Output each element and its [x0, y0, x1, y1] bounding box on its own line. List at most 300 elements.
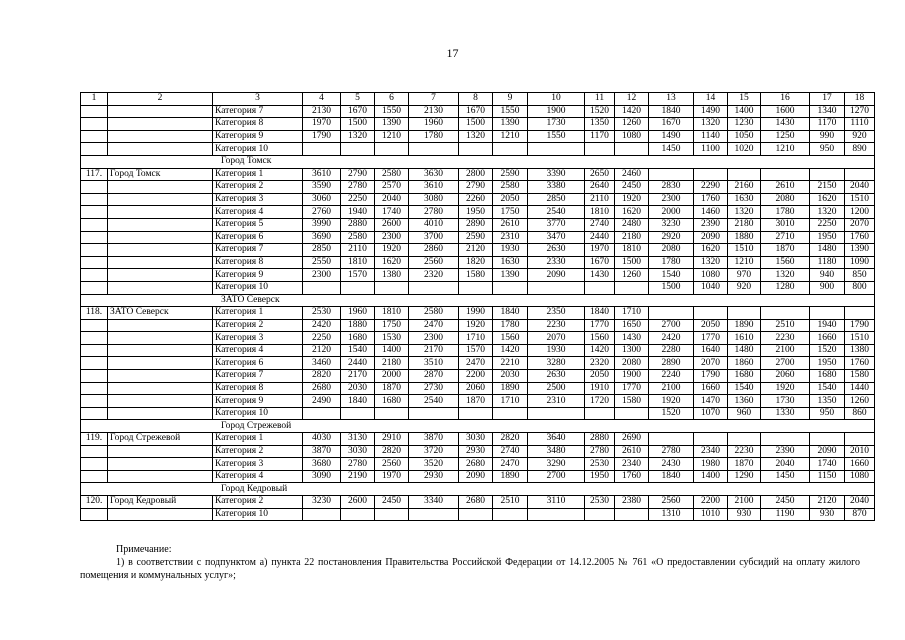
value-cell: 1620: [375, 256, 409, 269]
value-cell: 3700: [409, 231, 459, 244]
value-cell: 1210: [728, 256, 761, 269]
value-cell: [528, 143, 585, 156]
value-cell: 2560: [409, 256, 459, 269]
value-cell: 1790: [694, 370, 728, 383]
value-cell: [409, 143, 459, 156]
value-cell: 940: [810, 269, 845, 282]
value-cell: 2100: [761, 344, 810, 357]
value-cell: 2800: [459, 168, 493, 181]
value-cell: 2340: [615, 458, 649, 471]
table-row: [81, 344, 875, 357]
value-cell: 1840: [649, 470, 694, 483]
value-cell: 2680: [303, 382, 341, 395]
value-cell: 930: [810, 508, 845, 521]
value-cell: [649, 307, 694, 320]
row-number: [81, 231, 108, 244]
table-body: [81, 93, 875, 521]
value-cell: 3130: [341, 433, 375, 446]
table-row: [81, 143, 875, 156]
subsidy-standards-table: [80, 92, 875, 521]
value-cell: [810, 168, 845, 181]
value-cell: 1990: [459, 307, 493, 320]
value-cell: 1760: [845, 231, 875, 244]
category-label: Категория 4: [213, 344, 303, 357]
value-cell: [585, 281, 615, 294]
value-cell: 1730: [528, 118, 585, 131]
value-cell: 1540: [649, 269, 694, 282]
value-cell: [615, 407, 649, 420]
value-cell: [528, 407, 585, 420]
settlement-name: [108, 193, 213, 206]
value-cell: 1920: [761, 382, 810, 395]
value-cell: 4030: [303, 433, 341, 446]
category-label: Категория 9: [213, 395, 303, 408]
value-cell: 2590: [493, 168, 528, 181]
value-cell: 1940: [810, 319, 845, 332]
value-cell: 1670: [649, 118, 694, 131]
settlement-name: [108, 344, 213, 357]
value-cell: [528, 508, 585, 521]
value-cell: 2320: [409, 269, 459, 282]
value-cell: 2250: [303, 332, 341, 345]
settlement-name: [108, 370, 213, 383]
value-cell: 2500: [528, 382, 585, 395]
value-cell: 1630: [728, 193, 761, 206]
value-cell: 3060: [303, 193, 341, 206]
table-row: [81, 496, 875, 509]
table-row: [81, 445, 875, 458]
column-number: 6: [375, 93, 409, 106]
value-cell: 2730: [409, 382, 459, 395]
value-cell: 2930: [409, 470, 459, 483]
value-cell: 1790: [845, 319, 875, 332]
value-cell: 2060: [459, 382, 493, 395]
value-cell: 1780: [409, 130, 459, 143]
value-cell: 1270: [845, 105, 875, 118]
value-cell: 1110: [845, 118, 875, 131]
value-cell: 1970: [375, 470, 409, 483]
value-cell: 2110: [341, 244, 375, 257]
value-cell: 1570: [341, 269, 375, 282]
value-cell: 960: [728, 407, 761, 420]
row-number: [81, 407, 108, 420]
value-cell: 3340: [409, 496, 459, 509]
value-cell: 1310: [649, 508, 694, 521]
value-cell: 3870: [303, 445, 341, 458]
category-label: Категория 2: [213, 181, 303, 194]
settlement-name: [108, 470, 213, 483]
value-cell: 2880: [341, 218, 375, 231]
value-cell: 1680: [341, 332, 375, 345]
value-cell: 2300: [409, 332, 459, 345]
value-cell: 930: [728, 508, 761, 521]
value-cell: [728, 433, 761, 446]
value-cell: 2690: [615, 433, 649, 446]
value-cell: 1740: [810, 458, 845, 471]
value-cell: [649, 168, 694, 181]
value-cell: 2470: [493, 458, 528, 471]
value-cell: 2130: [409, 105, 459, 118]
table-row: [81, 206, 875, 219]
value-cell: [761, 307, 810, 320]
value-cell: 2390: [694, 218, 728, 231]
value-cell: 1360: [728, 395, 761, 408]
value-cell: 990: [810, 130, 845, 143]
row-number: 120.: [81, 496, 108, 509]
value-cell: [728, 307, 761, 320]
value-cell: 2070: [845, 218, 875, 231]
table-row: [81, 218, 875, 231]
value-cell: [303, 407, 341, 420]
value-cell: 1580: [615, 395, 649, 408]
value-cell: 1340: [810, 105, 845, 118]
value-cell: 850: [845, 269, 875, 282]
value-cell: 2050: [585, 370, 615, 383]
value-cell: 2040: [761, 458, 810, 471]
value-cell: 2420: [303, 319, 341, 332]
value-cell: 1950: [810, 357, 845, 370]
value-cell: 2080: [649, 244, 694, 257]
settlement-name: [108, 105, 213, 118]
value-cell: 2300: [303, 269, 341, 282]
value-cell: 3090: [303, 470, 341, 483]
value-cell: 1670: [459, 105, 493, 118]
value-cell: 1560: [493, 332, 528, 345]
value-cell: 2470: [409, 319, 459, 332]
value-cell: 2580: [409, 307, 459, 320]
value-cell: 2000: [375, 370, 409, 383]
section-title: Город Стрежевой: [81, 420, 875, 433]
value-cell: 1870: [728, 458, 761, 471]
settlement-name: [108, 445, 213, 458]
value-cell: 1870: [375, 382, 409, 395]
value-cell: 2650: [585, 168, 615, 181]
value-cell: 1420: [585, 344, 615, 357]
value-cell: 1080: [615, 130, 649, 143]
value-cell: 1390: [845, 244, 875, 257]
value-cell: 900: [810, 281, 845, 294]
value-cell: 1810: [585, 206, 615, 219]
column-number: 4: [303, 93, 341, 106]
value-cell: 2010: [845, 445, 875, 458]
page-number: 17: [446, 46, 459, 60]
value-cell: 1430: [585, 269, 615, 282]
value-cell: 2040: [375, 193, 409, 206]
table-row: [81, 370, 875, 383]
value-cell: 1810: [615, 244, 649, 257]
value-cell: [615, 508, 649, 521]
row-number: [81, 118, 108, 131]
value-cell: 2320: [585, 357, 615, 370]
table-row: [81, 168, 875, 181]
row-number: [81, 143, 108, 156]
value-cell: 2420: [649, 332, 694, 345]
value-cell: [761, 433, 810, 446]
value-cell: 2530: [585, 458, 615, 471]
value-cell: 1980: [694, 458, 728, 471]
value-cell: 2740: [585, 218, 615, 231]
value-cell: 1660: [845, 458, 875, 471]
value-cell: 2860: [409, 244, 459, 257]
category-label: Категория 10: [213, 281, 303, 294]
value-cell: 1710: [615, 307, 649, 320]
value-cell: 1050: [728, 130, 761, 143]
value-cell: 2700: [649, 319, 694, 332]
value-cell: 3380: [528, 181, 585, 194]
settlement-name: [108, 218, 213, 231]
section-header-row: [81, 420, 875, 433]
value-cell: 1770: [615, 382, 649, 395]
value-cell: [728, 168, 761, 181]
value-cell: 1290: [728, 470, 761, 483]
table-row: [81, 382, 875, 395]
value-cell: [303, 281, 341, 294]
table-row: [81, 193, 875, 206]
value-cell: 950: [810, 407, 845, 420]
value-cell: [649, 433, 694, 446]
value-cell: 3480: [528, 445, 585, 458]
value-cell: 2510: [761, 319, 810, 332]
value-cell: 2820: [375, 445, 409, 458]
value-cell: 1680: [728, 370, 761, 383]
settlement-name: [108, 395, 213, 408]
value-cell: 2090: [810, 445, 845, 458]
value-cell: 1950: [459, 206, 493, 219]
section-title: ЗАТО Северск: [81, 294, 875, 307]
value-cell: 2480: [615, 218, 649, 231]
value-cell: 2250: [810, 218, 845, 231]
value-cell: 1420: [493, 344, 528, 357]
table-row: [81, 281, 875, 294]
column-number: 13: [649, 93, 694, 106]
value-cell: 2350: [528, 307, 585, 320]
value-cell: 1440: [845, 382, 875, 395]
value-cell: [845, 307, 875, 320]
table-row: [81, 395, 875, 408]
value-cell: 1940: [341, 206, 375, 219]
section-title: Город Кедровый: [81, 483, 875, 496]
value-cell: 1930: [493, 244, 528, 257]
value-cell: [493, 407, 528, 420]
value-cell: [375, 143, 409, 156]
settlement-name: [108, 458, 213, 471]
value-cell: 1880: [341, 319, 375, 332]
value-cell: 3590: [303, 181, 341, 194]
section-title: Город Томск: [81, 155, 875, 168]
value-cell: 2630: [528, 370, 585, 383]
table-row: [81, 231, 875, 244]
value-cell: 1920: [615, 193, 649, 206]
value-cell: 870: [845, 508, 875, 521]
value-cell: [528, 281, 585, 294]
table-row: [81, 332, 875, 345]
value-cell: 1020: [728, 143, 761, 156]
settlement-name: Город Кедровый: [108, 496, 213, 509]
value-cell: 3470: [528, 231, 585, 244]
value-cell: 2230: [761, 332, 810, 345]
note-title: Примечание:: [116, 544, 172, 555]
settlement-name: [108, 332, 213, 345]
value-cell: 1600: [761, 105, 810, 118]
value-cell: 1920: [375, 244, 409, 257]
value-cell: 3680: [303, 458, 341, 471]
column-number: 9: [493, 93, 528, 106]
value-cell: 2460: [615, 168, 649, 181]
value-cell: 3280: [528, 357, 585, 370]
value-cell: 2880: [585, 433, 615, 446]
value-cell: 1530: [375, 332, 409, 345]
value-cell: 1950: [810, 231, 845, 244]
row-number: [81, 370, 108, 383]
value-cell: [493, 508, 528, 521]
value-cell: 2170: [409, 344, 459, 357]
value-cell: 2260: [459, 193, 493, 206]
table-row: [81, 357, 875, 370]
value-cell: 2440: [585, 231, 615, 244]
value-cell: 2680: [459, 458, 493, 471]
value-cell: 2850: [303, 244, 341, 257]
value-cell: [409, 281, 459, 294]
row-number: [81, 344, 108, 357]
column-number: 14: [694, 93, 728, 106]
row-number: [81, 357, 108, 370]
row-number: [81, 508, 108, 521]
category-label: Категория 1: [213, 168, 303, 181]
value-cell: 2570: [375, 181, 409, 194]
value-cell: 1950: [585, 470, 615, 483]
note-text: 1) в соответствии с подпунктом а) пункта 22 постановления Правительства Российской Федерации от 14.12.2005 № 761 «О предоставлении субсидий на оплату жилого помещения и коммунальных услуг»;: [80, 557, 860, 581]
settlement-name: [108, 244, 213, 257]
table-row: [81, 181, 875, 194]
column-number: 8: [459, 93, 493, 106]
value-cell: 2600: [341, 496, 375, 509]
value-cell: 1620: [694, 244, 728, 257]
value-cell: 1570: [459, 344, 493, 357]
value-cell: 3630: [409, 168, 459, 181]
value-cell: 2920: [649, 231, 694, 244]
value-cell: 2530: [585, 496, 615, 509]
table-row: [81, 256, 875, 269]
value-cell: 1580: [845, 370, 875, 383]
value-cell: 2160: [728, 181, 761, 194]
category-label: Категория 8: [213, 118, 303, 131]
value-cell: 1840: [493, 307, 528, 320]
value-cell: 2580: [493, 181, 528, 194]
value-cell: 2310: [528, 395, 585, 408]
value-cell: 800: [845, 281, 875, 294]
value-cell: 2340: [694, 445, 728, 458]
value-cell: [459, 407, 493, 420]
category-label: Категория 4: [213, 206, 303, 219]
category-label: Категория 8: [213, 256, 303, 269]
value-cell: 1890: [728, 319, 761, 332]
value-cell: 1650: [615, 319, 649, 332]
category-label: Категория 3: [213, 458, 303, 471]
settlement-name: Город Стрежевой: [108, 433, 213, 446]
value-cell: 1770: [694, 332, 728, 345]
settlement-name: [108, 130, 213, 143]
value-cell: 2150: [810, 181, 845, 194]
value-cell: 1970: [585, 244, 615, 257]
value-cell: 2550: [303, 256, 341, 269]
value-cell: 2450: [615, 181, 649, 194]
settlement-name: [108, 181, 213, 194]
value-cell: 1670: [585, 256, 615, 269]
value-cell: 2090: [459, 470, 493, 483]
table-row: [81, 458, 875, 471]
value-cell: 2250: [341, 193, 375, 206]
value-cell: 3640: [528, 433, 585, 446]
value-cell: 2310: [493, 231, 528, 244]
value-cell: 1190: [761, 508, 810, 521]
value-cell: 3770: [528, 218, 585, 231]
row-number: [81, 105, 108, 118]
value-cell: 2910: [375, 433, 409, 446]
value-cell: 1510: [845, 332, 875, 345]
category-label: Категория 7: [213, 244, 303, 257]
value-cell: 950: [810, 143, 845, 156]
value-cell: 1610: [728, 332, 761, 345]
value-cell: 2180: [728, 218, 761, 231]
value-cell: 1390: [493, 269, 528, 282]
value-cell: 1660: [694, 382, 728, 395]
value-cell: 2820: [303, 370, 341, 383]
value-cell: 2830: [649, 181, 694, 194]
value-cell: 1140: [694, 130, 728, 143]
row-number: [81, 395, 108, 408]
category-label: Категория 3: [213, 332, 303, 345]
value-cell: 3610: [303, 168, 341, 181]
value-cell: 2210: [493, 357, 528, 370]
value-cell: 1930: [528, 344, 585, 357]
value-cell: 3010: [761, 218, 810, 231]
value-cell: 1300: [615, 344, 649, 357]
value-cell: [375, 281, 409, 294]
value-cell: 1260: [615, 269, 649, 282]
value-cell: 2930: [459, 445, 493, 458]
value-cell: 1500: [615, 256, 649, 269]
value-cell: 1520: [585, 105, 615, 118]
settlement-name: [108, 281, 213, 294]
value-cell: 2130: [303, 105, 341, 118]
value-cell: 1470: [694, 395, 728, 408]
value-cell: 2780: [341, 458, 375, 471]
value-cell: 1780: [761, 206, 810, 219]
value-cell: 3520: [409, 458, 459, 471]
value-cell: 1500: [341, 118, 375, 131]
value-cell: 3030: [459, 433, 493, 446]
value-cell: 2030: [341, 382, 375, 395]
value-cell: 2080: [761, 193, 810, 206]
value-cell: 2790: [459, 181, 493, 194]
value-cell: 920: [728, 281, 761, 294]
value-cell: [615, 143, 649, 156]
value-cell: 2080: [615, 357, 649, 370]
value-cell: 1510: [845, 193, 875, 206]
category-label: Категория 7: [213, 105, 303, 118]
row-number: [81, 269, 108, 282]
value-cell: 2560: [375, 458, 409, 471]
value-cell: 1920: [649, 395, 694, 408]
value-cell: 1960: [409, 118, 459, 131]
value-cell: 1070: [694, 407, 728, 420]
value-cell: 2790: [341, 168, 375, 181]
column-number: 11: [585, 93, 615, 106]
settlement-name: [108, 357, 213, 370]
value-cell: 1520: [649, 407, 694, 420]
value-cell: 2710: [761, 231, 810, 244]
value-cell: [585, 508, 615, 521]
